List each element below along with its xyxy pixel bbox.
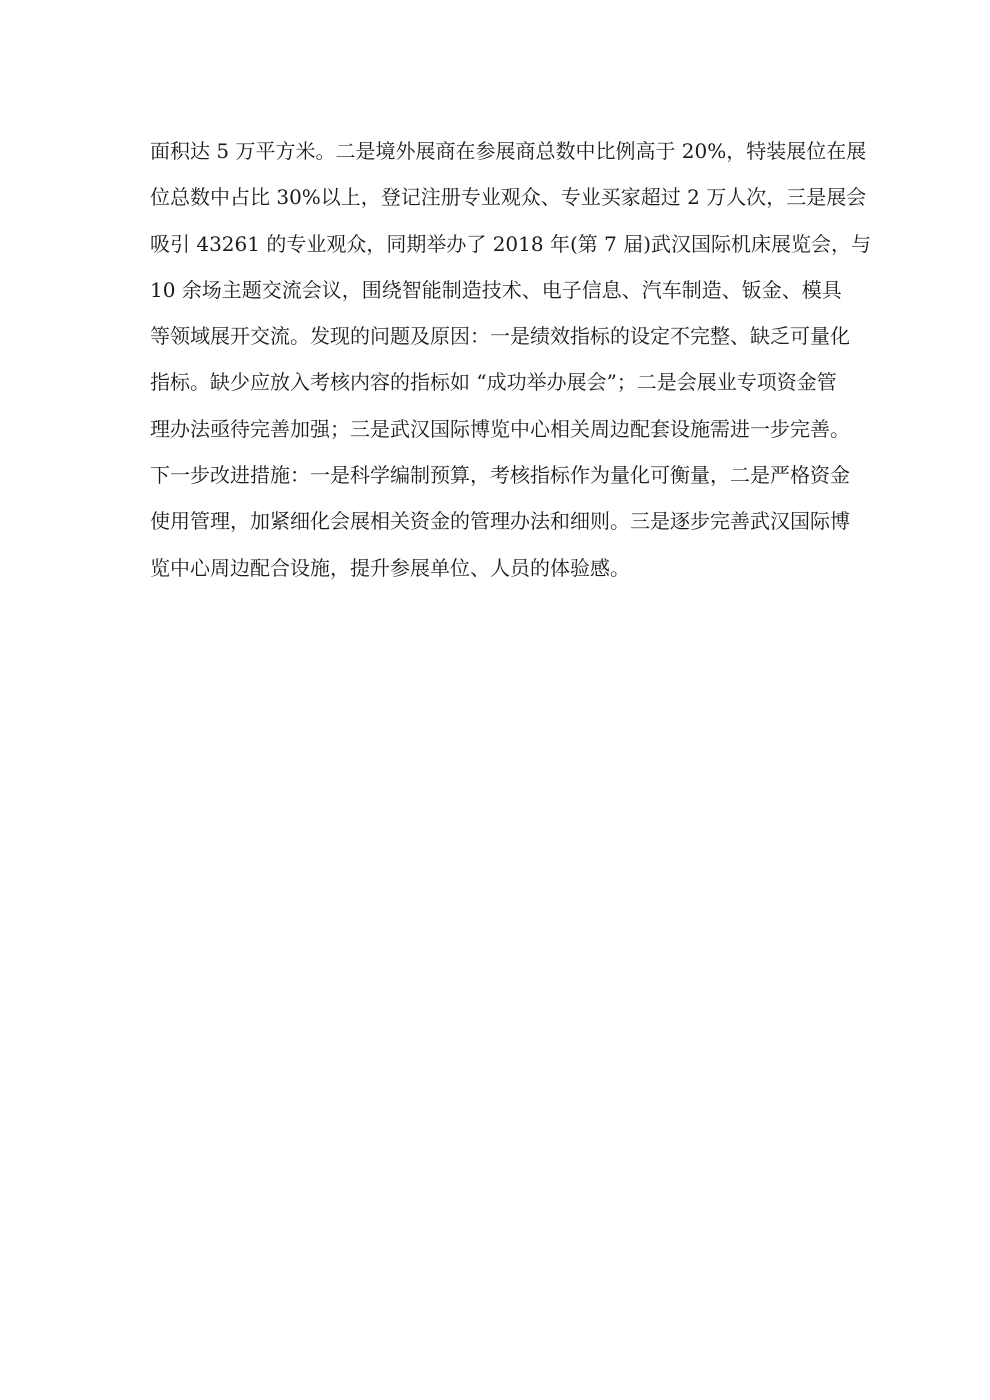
body-paragraph — [150, 128, 871, 591]
text-line-10: 览中心周边配合设施，提升参展单位、人员的体验感。 — [150, 555, 630, 580]
text-line-4: 10 余场主题交流会议，围绕智能制造技术、电子信息、汽车制造、钣金、模具 — [150, 277, 842, 302]
text-line-8: 下一步改进措施：一是科学编制预算，考核指标作为量化可衡量，二是严格资金 — [150, 463, 850, 488]
text-line-6: 指标。缺少应放入考核内容的指标如 “成功举办展会”；二是会展业专项资金管 — [150, 370, 837, 395]
text-line-7: 理办法亟待完善加强；三是武汉国际博览中心相关周边配套设施需进一步完善。 — [150, 416, 850, 441]
text-line-5: 等领域展开交流。发现的问题及原因：一是绩效指标的设定不完整、缺乏可量化 — [150, 324, 850, 349]
text-line-1: 面积达 5 万平方米。二是境外展商在参展商总数中比例高于 20%，特装展位在展 — [150, 139, 867, 163]
text-line-3: 吸引 43261 的专业观众，同期举办了 2018 年(第 7 届)武汉国际机床展览会，与 — [150, 231, 871, 256]
text-line-2: 位总数中占比 30%以上，登记注册专业观众、专业买家超过 2 万人次，三是展会 — [150, 185, 867, 210]
text-line-9: 使用管理，加紧细化会展相关资金的管理办法和细则。三是逐步完善武汉国际博 — [150, 509, 850, 534]
